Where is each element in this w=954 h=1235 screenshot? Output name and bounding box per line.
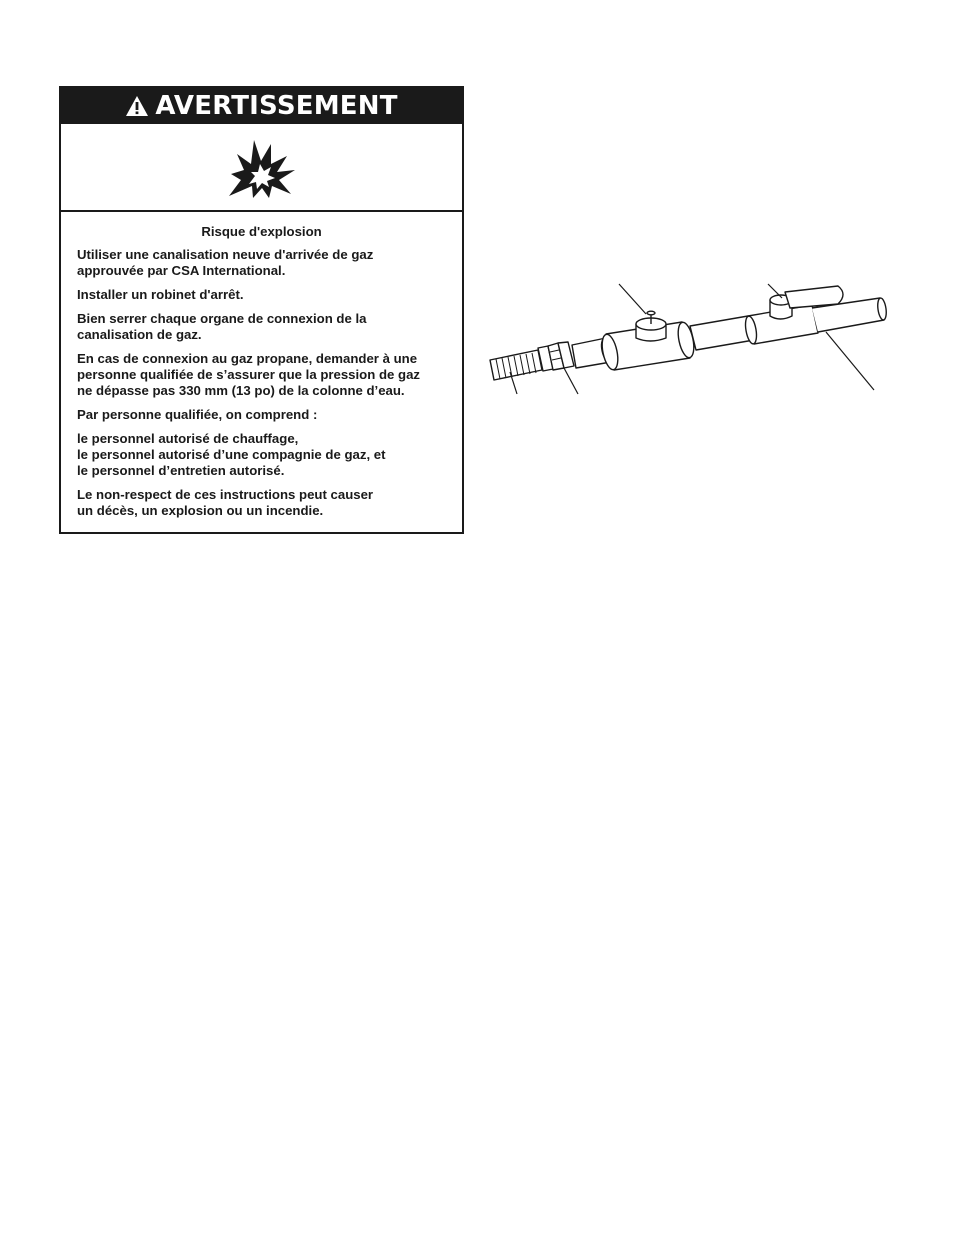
pressure-tap-tee — [599, 311, 696, 371]
warning-line: le personnel autorisé d’une compagnie de gaz, et — [77, 447, 386, 462]
warning-line: Utiliser une canalisation neuve d'arrivée de gaz — [77, 247, 374, 262]
flexible-connector — [490, 350, 542, 380]
warning-line: personne qualifiée de s’assurer que la pression de gaz — [77, 367, 420, 382]
warning-line: En cas de connexion au gaz propane, demander à une — [77, 351, 418, 366]
gas-pipe-connection-illustration — [486, 276, 890, 398]
warning-line: ne dépasse pas 330 mm (13 po) de la colonne d’eau. — [77, 383, 405, 398]
warning-line: le personnel autorisé de chauffage, — [77, 431, 299, 446]
warning-line: approuvée par CSA International. — [77, 263, 286, 278]
warning-paragraph — [77, 431, 446, 479]
warning-box — [59, 86, 464, 534]
warning-paragraph — [77, 311, 446, 343]
warning-paragraph — [77, 287, 446, 303]
warning-triangle-icon — [125, 95, 149, 117]
warning-paragraph — [77, 407, 446, 423]
warning-line: Installer un robinet d'arrêt. — [77, 287, 244, 302]
warning-line: un décès, un explosion ou un incendie. — [77, 503, 324, 518]
warning-line: Le non-respect de ces instructions peut causer — [77, 487, 374, 502]
warning-line: canalisation de gaz. — [77, 327, 202, 342]
warning-line: le personnel d’entretien autorisé. — [77, 463, 285, 478]
symbol-panel — [61, 124, 462, 212]
gas-pipe-diagram — [486, 276, 890, 398]
warning-line: Bien serrer chaque organe de connexion de la — [77, 311, 367, 326]
explosion-icon — [227, 134, 297, 200]
warning-header-text: AVERTISSEMENT — [155, 91, 398, 121]
warning-line: Par personne qualifiée, on comprend : — [77, 407, 318, 422]
warning-paragraph — [77, 247, 446, 279]
warning-paragraph — [77, 487, 446, 519]
warning-paragraph — [77, 351, 446, 399]
warning-header — [61, 88, 462, 124]
flare-fitting — [538, 342, 574, 371]
warning-title: Risque d'explosion — [201, 224, 322, 239]
warning-body — [61, 212, 462, 519]
